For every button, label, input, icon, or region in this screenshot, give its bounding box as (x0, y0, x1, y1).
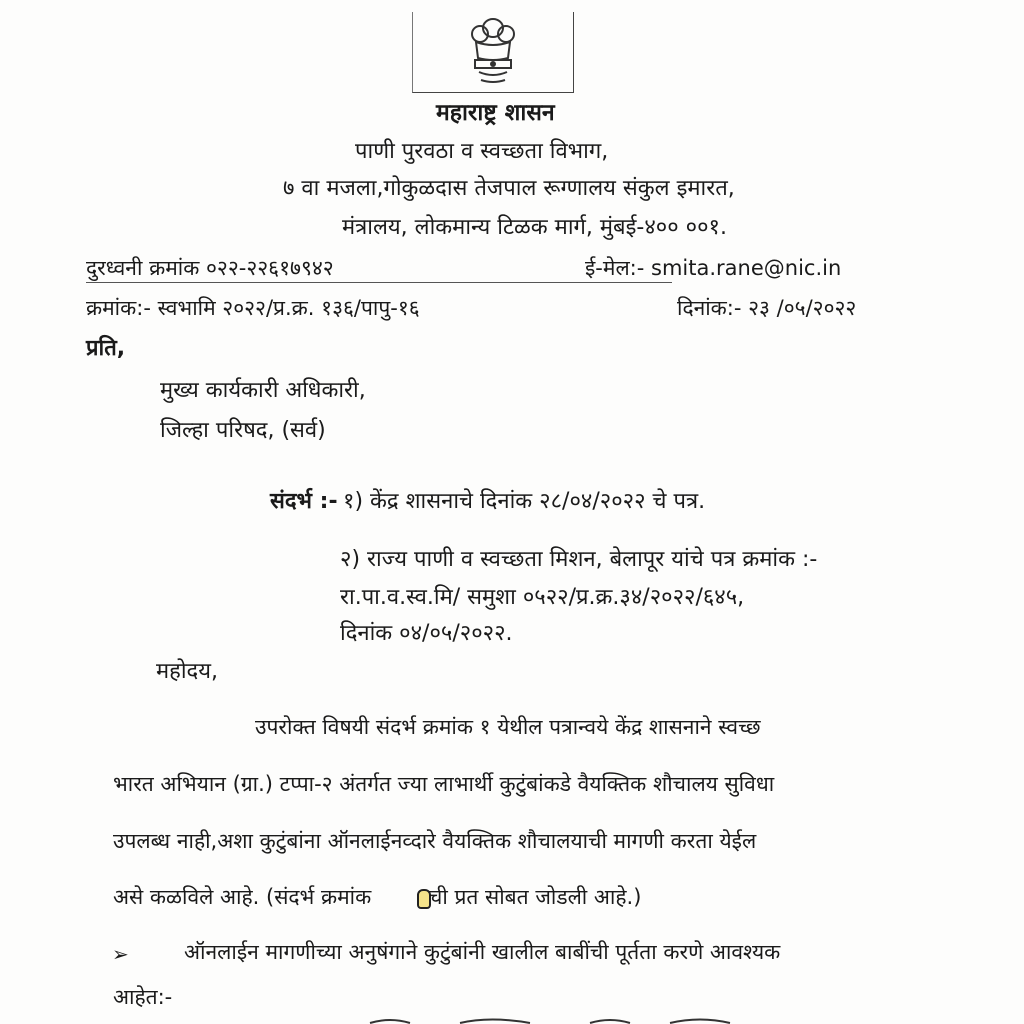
reference-number: क्रमांक:- स्वभामि २०२२/प्र.क्र. १३६/पापु-१६ (86, 296, 420, 320)
reference-2-line-2: रा.पा.व.स्व.मि/ समुशा ०५२२/प्र.क्र.३४/२०२२/६४५, (340, 585, 745, 610)
address-line-2: मंत्रालय, लोकमान्य टिळक मार्ग, मुंबई-४०० ००१. (342, 215, 727, 240)
to-label: प्रति, (86, 336, 126, 361)
letter-date: दिनांक:- २३ /०५/२०२२ (677, 296, 857, 320)
paragraph-line-3: उपलब्ध नाही,अशा कुटुंबांना ऑनलाईनव्दारे वैयक्तिक शौचालयाची मागणी करता येईल (113, 829, 757, 853)
reference-1: १) केंद्र शासनाचे दिनांक २८/०४/२०२२ चे पत्र. (343, 489, 706, 514)
bullet-line-2: आहेत:- (113, 985, 173, 1009)
paragraph-line-4a: असे कळविले आहे. (संदर्भ क्रमांक (113, 885, 372, 909)
paragraph-line-4b: ची प्रत सोबत जोडली आहे.) (429, 885, 642, 909)
address-line-1: ७ वा मजला,गोकुळदास तेजपाल रूग्णालय संकुल इमारत, (283, 176, 735, 201)
paragraph-line-1: उपरोक्त विषयी संदर्भ क्रमांक १ येथील पत्रान्वये केंद्र शासनाने स्वच्छ (255, 715, 761, 739)
state-emblem-icon (466, 14, 520, 86)
contact-underline (86, 282, 672, 283)
department-name: पाणी पुरवठा व स्वच्छता विभाग, (355, 139, 609, 164)
reference-2-line-3: दिनांक ०४/०५/२०२२. (340, 621, 513, 646)
email-address[interactable]: ई-मेल:- smita.rane@nic.in (585, 256, 842, 280)
government-title: महाराष्ट्र शासन (436, 100, 555, 126)
salutation: महोदय, (156, 659, 218, 684)
phone-number: दुरध्वनी क्रमांक ०२२-२२६१७९४२ (86, 256, 334, 280)
bullet-arrow-icon: ➢ (112, 942, 129, 966)
cut-off-next-line (330, 1014, 750, 1024)
references-label: संदर्भ :- (270, 489, 338, 514)
recipient-line-1: मुख्य कार्यकारी अधिकारी, (160, 378, 366, 403)
paragraph-line-2: भारत अभियान (ग्रा.) टप्पा-२ अंतर्गत ज्या लाभार्थी कुटुंबांकडे वैयक्तिक शौचालय सुविधा (113, 772, 775, 796)
recipient-line-2: जिल्हा परिषद, (सर्व) (160, 418, 326, 443)
bullet-line-1: ऑनलाईन मागणीच्या अनुषंगाने कुटुंबांनी खालील बाबींची पूर्तता करणे आवश्यक (184, 940, 781, 964)
reference-2-line-1: २) राज्य पाणी व स्वच्छता मिशन, बेलापूर यांचे पत्र क्रमांक :- (340, 547, 818, 572)
